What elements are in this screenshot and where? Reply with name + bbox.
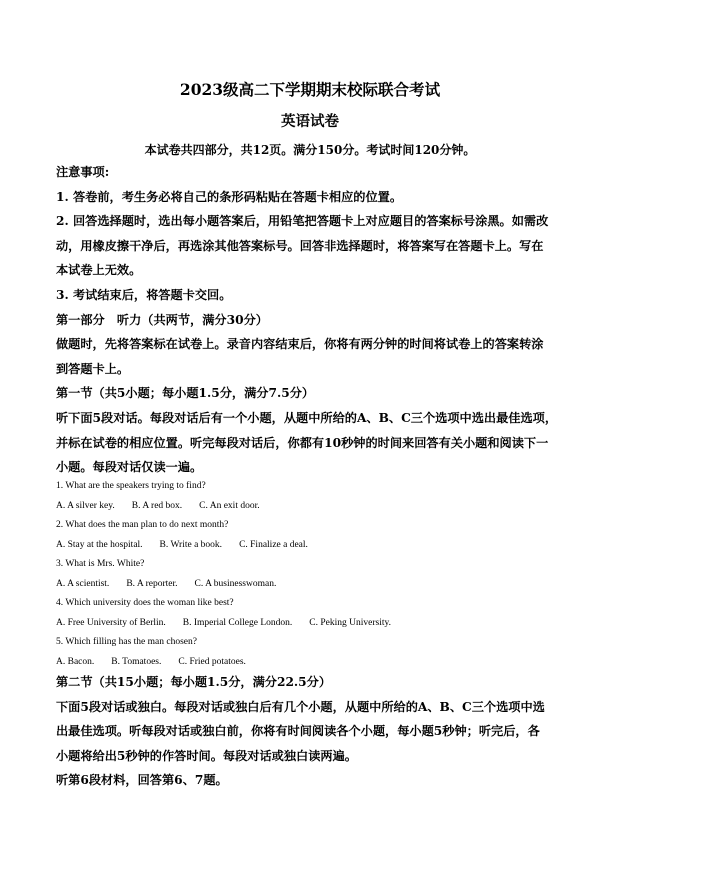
part1-intro-line: 做题时，先将答案标在试卷上。录音内容结束后，你将有两分钟的时间将试卷上的答案转涂 — [56, 337, 544, 352]
notes-block — [56, 160, 571, 480]
option-a: A. A scientist. — [56, 578, 110, 589]
option-b: B. Imperial College London. — [182, 617, 293, 628]
part1-heading: 第一部分 听力（共两节，满分30分） — [56, 312, 268, 327]
question-stem: 3. What is Mrs. White? — [56, 559, 145, 569]
notes-line: 动，用橡皮擦干净后，再选涂其他答案标号。回答非选择题时，将答案写在答题卡上。写在 — [56, 238, 544, 253]
exam-subject: 英语试卷 — [281, 113, 339, 130]
part1-intro-line: 到答题卡上。 — [56, 361, 130, 376]
notes-line: 3. 考试结束后，将答题卡交回。 — [56, 287, 232, 302]
exam-title: 2023级高二下学期期末校际联合考试 — [179, 80, 441, 99]
section1-instruction-line: 并标在试卷的相应位置。听完每段对话后，你都有10秒钟的时间来回答有关小题和阅读下一 — [56, 435, 549, 450]
question-options — [56, 497, 571, 517]
section2-instruction-line: 下面5段对话或独白。每段对话或独白后有几个小题，从题中所给的A、B、C三个选项中选 — [56, 699, 545, 714]
notes-line: 本试卷上无效。 — [56, 263, 142, 278]
option-b: B. A red box. — [131, 500, 183, 511]
questions-block — [56, 477, 571, 672]
notes-line: 2. 回答选择题时，选出每小题答案后，用铅笔把答题卡上对应题目的答案标号涂黑。如需改 — [56, 214, 549, 229]
section2-instruction-line: 出最佳选项。听每段对话或独白前，你将有时间阅读各个小题，每小题5秒钟；听完后，各 — [56, 724, 540, 739]
section1-instruction-line: 小题。每段对话仅读一遍。 — [56, 460, 203, 475]
option-a: A. Bacon. — [56, 656, 95, 667]
question-options — [56, 536, 571, 556]
option-b: B. Tomatoes. — [111, 656, 162, 667]
option-c: C. Fried potatoes. — [178, 656, 246, 667]
option-c: C. An exit door. — [199, 500, 260, 511]
option-a: A. A silver key. — [56, 500, 115, 511]
option-a: A. Free University of Berlin. — [56, 617, 166, 628]
notes-line: 1. 答卷前，考生务必将自己的条形码粘贴在答题卡相应的位置。 — [56, 189, 403, 204]
question-stem: 1. What are the speakers trying to find? — [56, 481, 206, 491]
section2-heading: 第二节（共15小题；每小题1.5分，满分22.5分） — [56, 675, 332, 689]
option-c: C. Peking University. — [309, 617, 391, 628]
section1-instruction-line: 听下面5段对话。每段对话后有一个小题，从题中所给的A、B、C三个选项中选出最佳选项， — [56, 410, 558, 425]
section1-heading: 第一节（共5小题；每小题1.5分，满分7.5分） — [56, 386, 315, 401]
question-stem: 5. Which filling has the man chosen? — [56, 637, 197, 647]
option-c: C. Finalize a deal. — [239, 539, 308, 550]
question-options — [56, 575, 571, 595]
section2-block — [56, 670, 571, 793]
option-b: B. A reporter. — [126, 578, 178, 589]
question-stem: 4. Which university does the woman like best? — [56, 598, 234, 608]
section2-instruction-line: 小题将给出5秒钟的作答时间。每段对话或独白读两遍。 — [56, 748, 357, 763]
notes-heading: 注意事项: — [56, 165, 110, 179]
option-b: B. Write a book. — [159, 539, 223, 550]
question-stem: 2. What does the man plan to do next month? — [56, 520, 229, 530]
exam-info: 本试卷共四部分，共12页。满分150分。考试时间120分钟。 — [144, 143, 476, 157]
question-options — [56, 614, 571, 634]
section2-instruction-line: 听第6段材料，回答第6、7题。 — [56, 773, 228, 788]
option-a: A. Stay at the hospital. — [56, 539, 143, 550]
option-c: C. A businesswoman. — [194, 578, 277, 589]
